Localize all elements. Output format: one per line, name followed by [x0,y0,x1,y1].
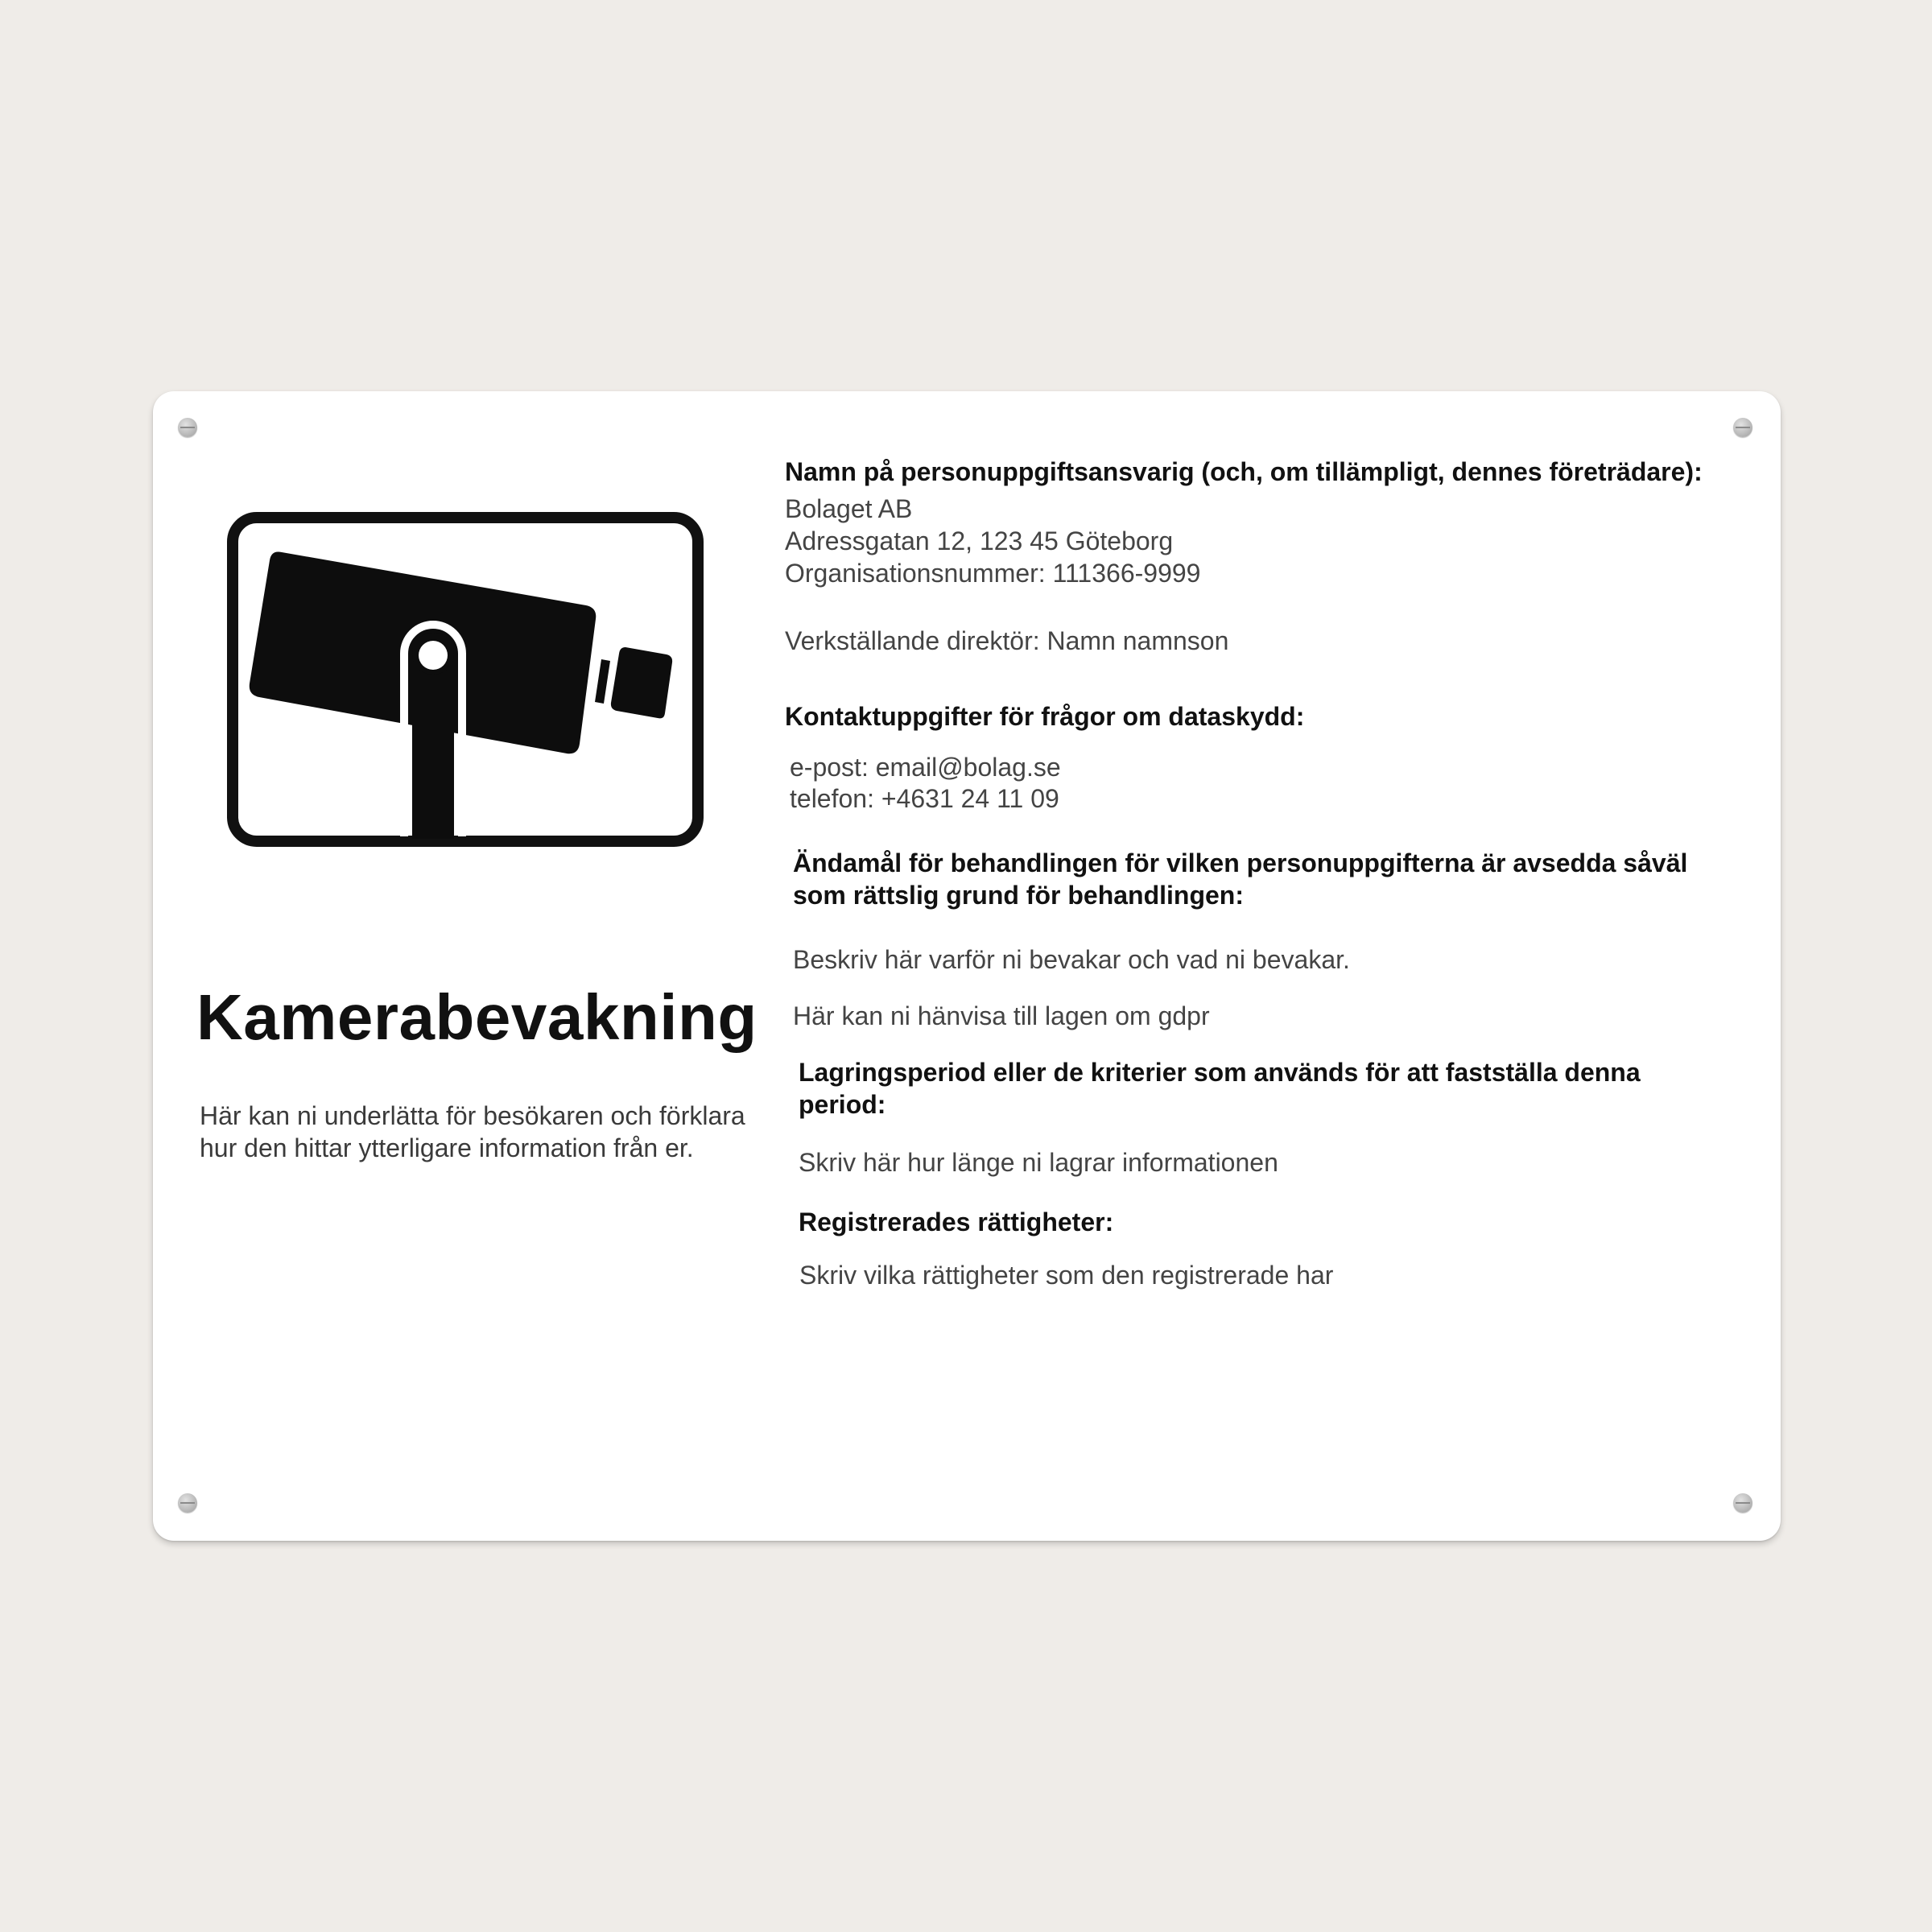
ceo-name: Verkställande direktör: Namn namnson [785,626,1229,655]
screw-icon [1733,418,1752,437]
intro-line: Här kan ni underlätta för besökaren och förklara [200,1101,745,1130]
purpose-heading: som rättslig grund för behandlingen: [793,881,1244,910]
screw-icon [178,418,197,437]
storage-heading: period: [799,1090,886,1119]
purpose-text: Beskriv här varför ni bevakar och vad ni bevakar. [793,945,1350,974]
intro-text [200,1100,811,1164]
contact-email: e-post: email@bolag.se [790,753,1061,782]
org-number: Organisationsnummer: 111366-9999 [785,559,1201,588]
legal-basis-text: Här kan ni hänvisa till lagen om gdpr [793,1001,1210,1030]
intro-line: hur den hittar ytterligare information från er. [200,1133,694,1162]
screw-icon [178,1493,197,1513]
contact-heading: Kontaktuppgifter för frågor om dataskydd: [785,702,1305,731]
camera-surveillance-sign [153,391,1781,1541]
storage-heading: Lagringsperiod eller de kriterier som används för att fastställa denna [799,1058,1641,1087]
company-name: Bolaget AB [785,494,913,523]
rights-text: Skriv vilka rättigheter som den registrerade har [799,1261,1334,1290]
screw-icon [1733,1493,1752,1513]
rights-heading: Registrerades rättigheter: [799,1208,1114,1236]
controller-heading: Namn på personuppgiftsansvarig (och, om tillämpligt, dennes företrädare): [785,457,1703,486]
storage-text: Skriv här hur länge ni lagrar informationen [799,1148,1278,1177]
contact-phone: telefon: +4631 24 11 09 [790,784,1059,813]
cctv-camera-icon [225,510,705,848]
sign-title: Kamerabevakning [196,981,758,1053]
company-address: Adressgatan 12, 123 45 Göteborg [785,526,1174,555]
purpose-heading: Ändamål för behandlingen för vilken personuppgifterna är avsedda såväl [793,848,1688,877]
